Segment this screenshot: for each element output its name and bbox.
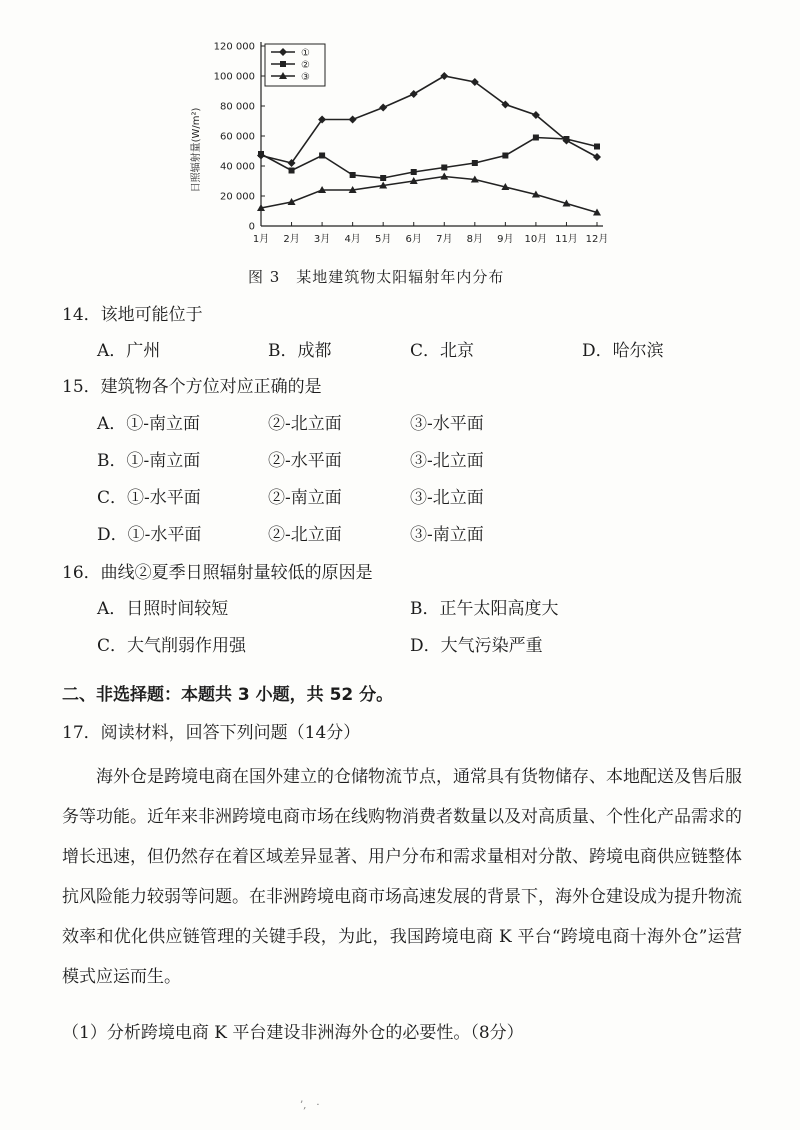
- figure-caption: 图 3 某地建筑物太阳辐射年内分布: [248, 268, 505, 286]
- legend-marker-2: [280, 61, 286, 67]
- series-1-point: [593, 153, 601, 161]
- series-2-point: [502, 153, 508, 159]
- series-1-point: [379, 104, 387, 112]
- x-tick-label: 8月: [466, 234, 484, 245]
- q17-material-paragraph: 海外仓是跨境电商在国外建立的仓储物流节点，通常具有货物储存、本地配送及售后服务等功能。近年来非洲跨境电商市场在线购物消费者数量以及对高质量、个性化产品需求的增长迅速，但仍然存在着区域差异显著、用户分布和需求量相对分散、跨境电商供应链整体抗风险能力较弱等问题。在非洲跨境电商市场高速发展的背景下，海外仓建设成为提升物流效率和优化供应链管理的关键手段，为此，我国跨境电商 K 平台“跨境电商十海外仓”运营模式应运而生。: [62, 767, 742, 987]
- y-tick-label: 40 000: [220, 161, 255, 173]
- q15-option-b-2[interactable]: ②-水平面: [268, 451, 342, 471]
- series-2-point: [563, 136, 569, 142]
- series-1-point: [410, 90, 418, 98]
- q16-stem: 16．曲线②夏季日照辐射量较低的原因是: [62, 563, 373, 583]
- series-2-point: [350, 172, 356, 178]
- x-tick-label: 3月: [313, 234, 331, 245]
- legend-label-3: ③: [301, 72, 310, 83]
- series-2-line: [261, 138, 597, 179]
- q14-option-d[interactable]: D．哈尔滨: [582, 341, 664, 361]
- y-tick-label: 120 000: [213, 41, 255, 53]
- y-axis-label: 日照辐射量(W/m²): [191, 107, 202, 193]
- q16-option-a[interactable]: A．日照时间较短: [97, 599, 229, 619]
- q15-option-c-1[interactable]: C．①-水平面: [97, 488, 201, 508]
- q15-option-d-1[interactable]: D．①-水平面: [97, 525, 202, 545]
- series-3-line: [261, 177, 597, 213]
- q15-option-b-3[interactable]: ③-北立面: [410, 451, 484, 471]
- section-heading: 二、非选择题：本题共 3 小题，共 52 分。: [62, 685, 394, 705]
- x-tick-label: 7月: [436, 234, 453, 245]
- q16-option-b[interactable]: B．正午太阳高度大: [410, 599, 559, 619]
- series-2-point: [594, 144, 600, 150]
- q15-option-a-3[interactable]: ③-水平面: [410, 414, 484, 434]
- x-tick-label: 1月: [252, 234, 270, 245]
- series-1-point: [349, 116, 357, 124]
- x-tick-label: 9月: [497, 234, 514, 245]
- x-tick-label: 4月: [344, 234, 361, 245]
- legend-label-2: ②: [301, 60, 310, 71]
- q15-stem: 15．建筑物各个方位对应正确的是: [62, 377, 322, 397]
- series-1-line: [261, 76, 597, 163]
- q15-option-a-1[interactable]: A．①-南立面: [97, 414, 201, 434]
- q14-option-b[interactable]: B．成都: [268, 341, 332, 361]
- legend-box: [265, 44, 325, 86]
- series-2-point: [380, 175, 386, 181]
- series-3: [257, 173, 601, 216]
- q15-option-d-3[interactable]: ③-南立面: [410, 525, 484, 545]
- q14-stem: 14．该地可能位于: [62, 305, 203, 325]
- series-1-point: [440, 72, 448, 80]
- series-2-point: [441, 165, 447, 171]
- y-tick-label: 0: [248, 221, 255, 233]
- q16-option-c[interactable]: C．大气削弱作用强: [97, 636, 247, 656]
- chart-legend: [265, 44, 325, 86]
- y-tick-label: 80 000: [220, 101, 255, 113]
- y-tick-label: 20 000: [220, 191, 255, 203]
- x-tick-label: 10月: [524, 234, 548, 245]
- series-2-point: [411, 169, 417, 175]
- q14-option-c[interactable]: C．北京: [410, 341, 475, 361]
- solar-radiation-chart: [185, 30, 625, 255]
- q15-option-b-1[interactable]: B．①-南立面: [97, 451, 201, 471]
- x-tick-label: 5月: [374, 234, 392, 245]
- q17-subquestion-1: （1）分析跨境电商 K 平台建设非洲海外仓的必要性。（8分）: [62, 1023, 524, 1043]
- q15-option-a-2[interactable]: ②-北立面: [268, 414, 342, 434]
- x-tick-label: 2月: [283, 234, 300, 245]
- footer-mark: ’‚ ·: [300, 1100, 320, 1111]
- y-tick-label: 100 000: [213, 71, 255, 83]
- x-tick-label: 11月: [555, 234, 578, 245]
- q15-option-c-3[interactable]: ③-北立面: [410, 488, 484, 508]
- series-2-point: [289, 168, 295, 174]
- legend-label-1: ①: [301, 48, 310, 59]
- series-2: [258, 135, 600, 182]
- q14-option-a[interactable]: A．广州: [97, 341, 161, 361]
- q15-option-d-2[interactable]: ②-北立面: [268, 525, 342, 545]
- series-2-point: [258, 151, 264, 157]
- series-2-point: [533, 135, 539, 141]
- q17-stem: 17．阅读材料，回答下列问题（14分）: [62, 723, 361, 743]
- q15-option-c-2[interactable]: ②-南立面: [268, 488, 342, 508]
- y-tick-label: 60 000: [220, 131, 255, 143]
- y-axis-ticks: [214, 42, 265, 233]
- series-2-point: [472, 160, 478, 166]
- x-tick-label: 12月: [585, 234, 609, 245]
- q16-option-d[interactable]: D．大气污染严重: [410, 636, 543, 656]
- chart-series: [257, 72, 601, 216]
- series-2-point: [319, 153, 325, 159]
- x-tick-label: 6月: [405, 234, 422, 245]
